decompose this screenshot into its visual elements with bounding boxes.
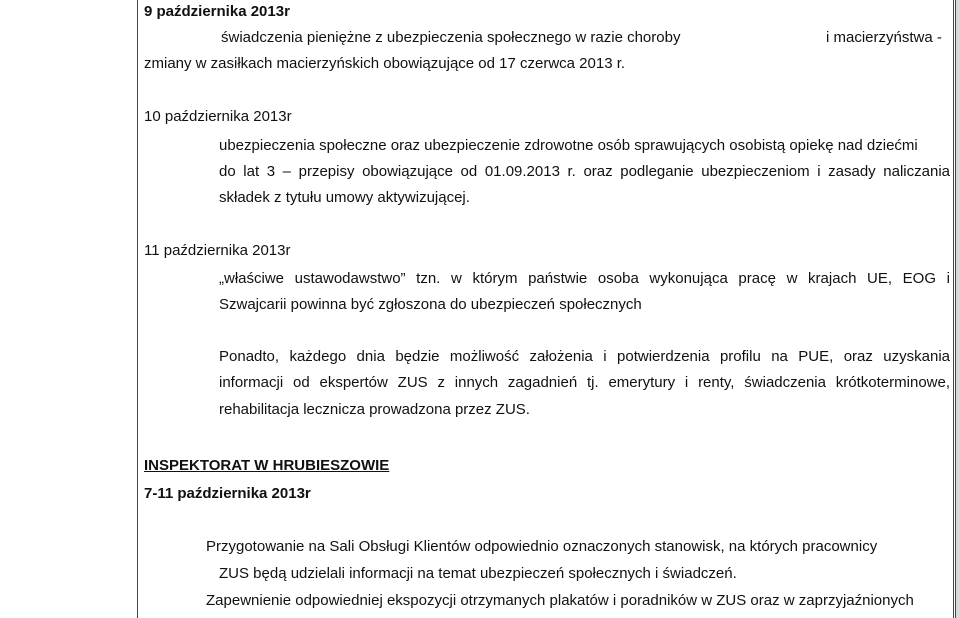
section-text-line: świadczenia pieniężne z ubezpieczenia społecznego w razie choroby xyxy=(221,29,681,46)
section-date-10-oct: 10 października 2013r xyxy=(144,108,292,125)
section-heading-inspektorat: INSPEKTORAT W HRUBIESZOWIE xyxy=(144,457,390,474)
section-date-7-11-oct: 7-11 października 2013r xyxy=(144,485,311,502)
section-text-line: „właściwe ustawodawstwo” tzn. w którym państwie osoba wykonująca pracę w krajach UE, EOG i xyxy=(219,270,950,287)
section-date-9-oct: 9 października 2013r xyxy=(144,3,290,20)
section-text-line: informacji od ekspertów ZUS z innych zagadnień tj. emerytury i renty, świadczenia krótkoterminowe, xyxy=(219,374,950,391)
table-border-left xyxy=(137,0,138,618)
section-text-line: rehabilitacja lecznicza prowadzona przez ZUS. xyxy=(219,401,530,418)
table-left-column xyxy=(0,0,137,618)
table-border-right xyxy=(953,0,954,618)
section-text-line: ubezpieczenia społeczne oraz ubezpieczenie zdrowotne osób sprawujących osobistą opiekę nad dziećmi xyxy=(219,137,918,154)
section-text-line: i macierzyństwa - xyxy=(826,29,942,46)
section-text-line: Szwajcarii powinna być zgłoszona do ubezpieczeń społecznych xyxy=(219,296,642,313)
section-text-line: do lat 3 – przepisy obowiązujące od 01.09.2013 r. oraz podleganie ubezpieczeniom i zasady naliczania xyxy=(219,163,950,180)
section-text-line: składek z tytułu umowy aktywizującej. xyxy=(219,189,470,206)
section-date-11-oct: 11 października 2013r xyxy=(144,242,291,259)
section-text-line: Ponadto, każdego dnia będzie możliwość założenia i potwierdzenia profilu na PUE, oraz uzyskania xyxy=(219,348,950,365)
section-text-line: Zapewnienie odpowiedniej ekspozycji otrzymanych plakatów i poradników w ZUS oraz w zaprzyjaźnionych xyxy=(206,592,914,609)
section-text-line: Przygotowanie na Sali Obsługi Klientów odpowiednio oznaczonych stanowisk, na których pracownicy xyxy=(206,538,878,555)
section-text-line: zmiany w zasiłkach macierzyńskich obowiązujące od 17 czerwca 2013 r. xyxy=(144,55,626,72)
section-text-line: ZUS będą udzielali informacji na temat ubezpieczeń społecznych i świadczeń. xyxy=(219,565,737,582)
table-right-strip xyxy=(956,0,960,618)
